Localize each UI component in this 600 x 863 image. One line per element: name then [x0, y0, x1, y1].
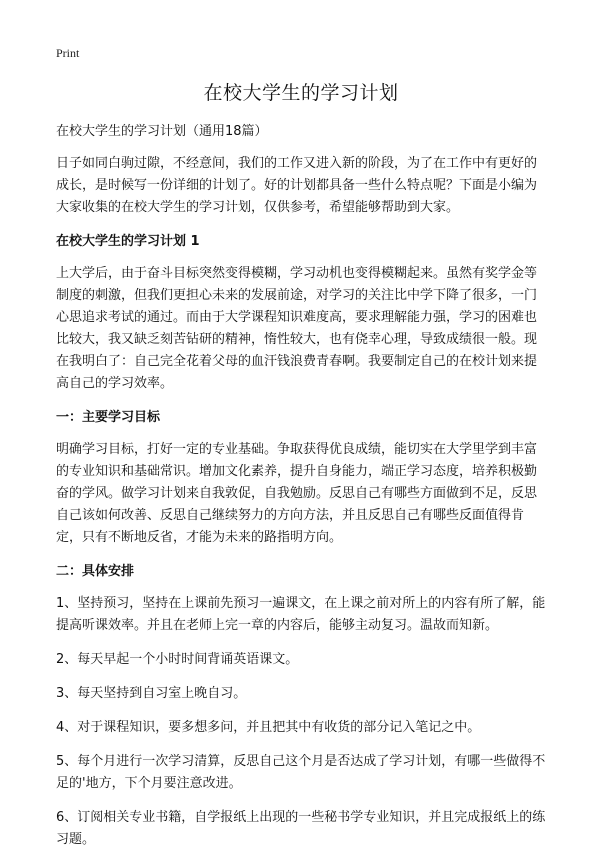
intro-paragraph: 日子如同白驹过隙，不经意间，我们的工作又进入新的阶段，为了在工作中有更好的成长，是时候写一份详细的计划了。好的计划都具备一些什么特点呢？下面是小编为大家收集的在校大学生的学习计划，仅供参考，希望能够帮助到大家。: [56, 156, 538, 215]
list-item: 1、坚持预习，坚持在上课前先预习一遍课文，在上课之前对所上的内容有所了解，能提高听课效率。并且在老师上完一章的内容后，能够主动复习。温故而知新。: [56, 596, 546, 633]
list-item: 4、对于课程知识，要多想多问，并且把其中有收货的部分记入笔记之中。: [56, 720, 481, 735]
section1-paragraph: 上大学后，由于奋斗目标突然变得模糊，学习动机也变得模糊起来。虽然有奖学金等制度的刺激，但我们更担心未来的发展前途，对学习的关注比中学下降了很多，一门心思追求考试的通过。而由于大学课程知识难度高，要求理解能力强，学习的困难也比较大，我又缺乏刻苦钻研的精神，惰性较大，也有侥幸心理，导致成绩很一般。现在我明白了：自己完全花着父母的血汗钱浪费青春啊。我要制定自己的在校计划来提高自己的学习效率。: [56, 266, 538, 391]
print-link[interactable]: Print: [56, 46, 80, 60]
page-title: 在校大学生的学习计划: [203, 82, 399, 104]
list-item: 3、每天坚持到自习室上晚自习。: [56, 686, 247, 701]
goals-paragraph: 明确学习目标，打好一定的专业基础。争取获得优良成绩，能切实在大学里学到丰富的专业知识和基础常识。增加文化素养，提升自身能力，端正学习态度，培养积极勤奋的学风。做学习计划来自我敦促，自我勉励。反思自己有哪些方面做到不足，反思自己该如何改善、反思自己继续努力的方向方法，并且反思自己有哪些反面值得肯定，只有不断地反省，才能为未来的路指明方向。: [56, 442, 538, 545]
list-item: 6、订阅相关专业书籍，自学报纸上出现的一些秘书学专业知识，并且完成报纸上的练习题。: [56, 810, 546, 847]
list-item: 2、每天早起一个小时时间背诵英语课文。: [56, 652, 299, 667]
document-page: [56, 78, 546, 863]
section-heading-plan-1: 在校大学生的学习计划 1: [56, 234, 200, 249]
section-heading-arrangement: 二：具体安排: [56, 564, 135, 579]
section-heading-goals: 一：主要学习目标: [56, 410, 161, 425]
document-subtitle: 在校大学生的学习计划（通用18篇）: [56, 124, 268, 139]
list-item: 5、每个月进行一次学习清算，反思自己这个月是否达成了学习计划，有哪一些做得不足的'地方，下个月要注意改进。: [56, 754, 546, 791]
